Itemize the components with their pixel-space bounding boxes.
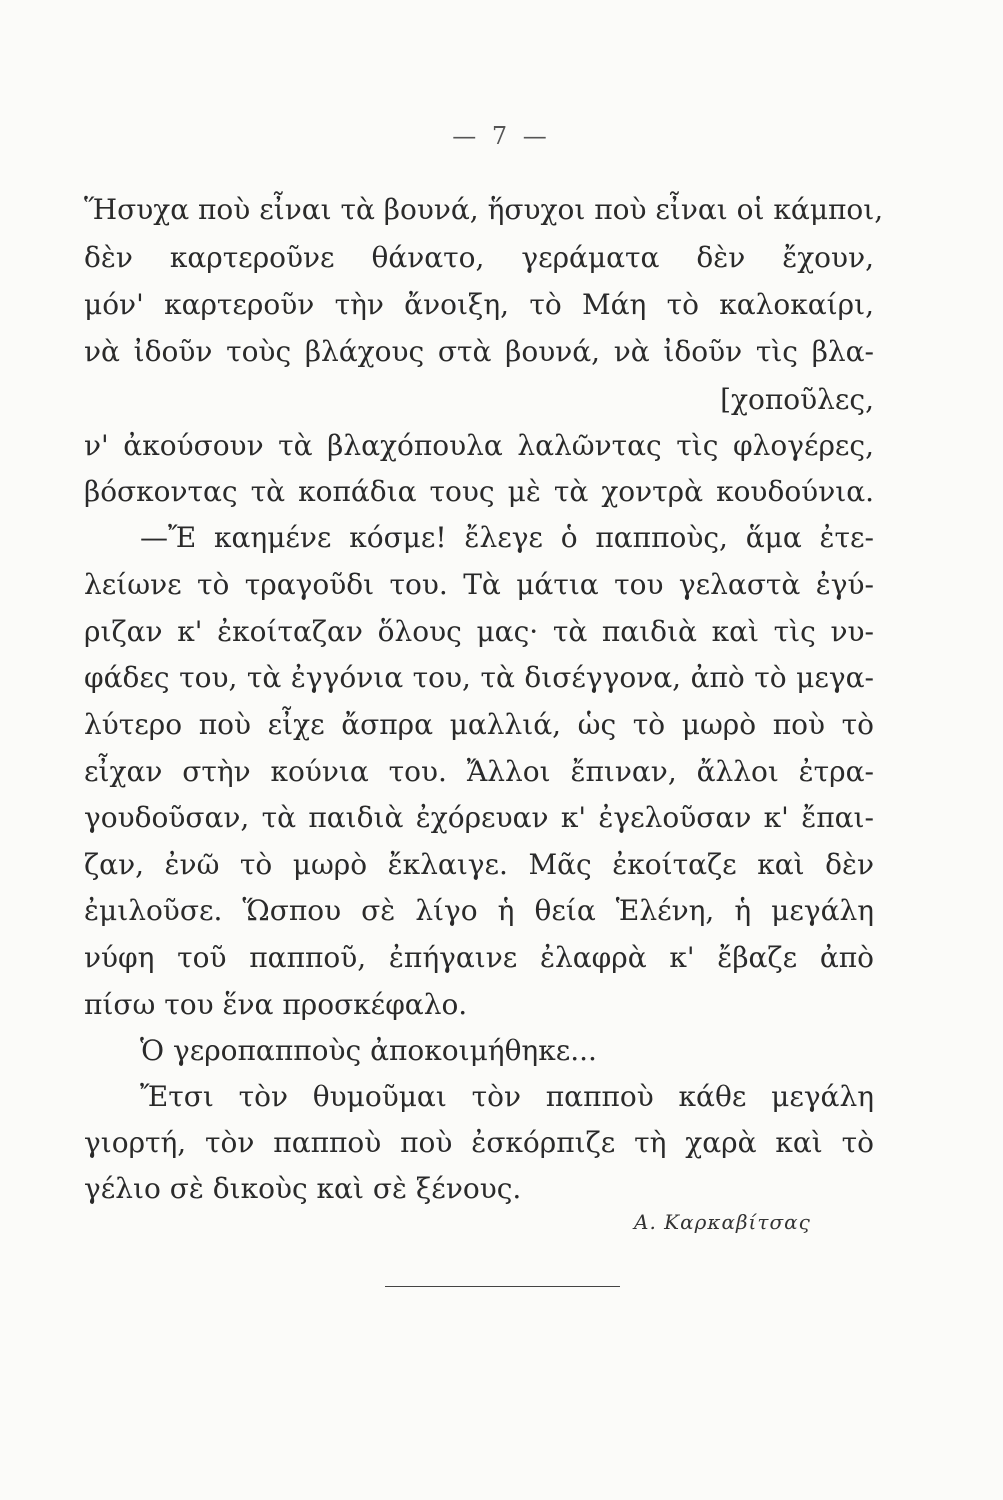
prose-line: λύτερο ποὺ εἶχε ἄσπρα μαλλιά, ὡς τὸ μωρὸ ποὺ τὸ [84,708,874,741]
prose-line: νύφη τοῦ παπποῦ, ἐπήγαινε ἐλαφρὰ κ' ἔβαζε ἀπὸ [84,941,874,974]
prose-line: ριζαν κ' ἐκοίταζαν ὅλους μας· τὰ παιδιὰ καὶ τὶς νυ- [84,615,874,648]
poem-line: νὰ ἰδοῦν τοὺς βλάχους στὰ βουνά, νὰ ἰδοῦν τὶς βλα- [84,335,874,368]
end-divider [385,1286,620,1287]
author-signature: Α. Καρκαβίτσας [634,1210,811,1234]
prose-line: Ἔτσι τὸν θυμοῦμαι τὸν παπποὺ κάθε μεγάλη [140,1080,874,1113]
prose-line: γουδοῦσαν, τὰ παιδιὰ ἐχόρευαν κ' ἐγελοῦσαν κ' ἔπαι- [84,801,874,834]
poem-line: βόσκοντας τὰ κοπάδια τους μὲ τὰ χοντρὰ κουδούνια. [84,475,874,508]
prose-line: φάδες του, τὰ ἐγγόνια του, τὰ δισέγγονα, ἀπὸ τὸ μεγα- [84,661,874,694]
poem-line-continuation: [χοποῦλες, [720,383,874,416]
prose-line: εἶχαν στὴν κούνια του. Ἄλλοι ἔπιναν, ἄλλοι ἐτρα- [84,755,874,788]
prose-line: λείωνε τὸ τραγοῦδι του. Τὰ μάτια του γελαστὰ ἐγύ- [84,568,874,601]
poem-line: δὲν καρτεροῦνε θάνατο, γεράματα δὲν ἔχουν, [84,241,874,274]
prose-line: ἐμιλοῦσε. Ὥσπου σὲ λίγο ἡ θεία Ἑλένη, ἡ μεγάλη [84,894,874,927]
prose-line: γιορτή, τὸν παπποὺ ποὺ ἐσκόρπιζε τὴ χαρὰ καὶ τὸ [84,1126,874,1159]
prose-line: ζαν, ἐνῶ τὸ μωρὸ ἔκλαιγε. Μᾶς ἐκοίταζε καὶ δὲν [84,848,874,881]
prose-line: —Ἔ καημένε κόσμε! ἔλεγε ὁ παπποὺς, ἅμα ἐτε- [140,521,874,554]
poem-line: Ἥσυχα ποὺ εἶναι τὰ βουνά, ἥσυχοι ποὺ εἶναι οἱ κάμποι, [84,193,884,226]
prose-line: γέλιο σὲ δικοὺς καὶ σὲ ξένους. [84,1172,522,1205]
poem-line: ν' ἀκούσουν τὰ βλαχόπουλα λαλῶντας τὶς φλογέρες, [84,429,874,462]
prose-line: πίσω του ἕνα προσκέφαλο. [84,988,468,1021]
prose-line: Ὁ γεροπαπποὺς ἀποκοιμήθηκε... [140,1034,597,1067]
poem-line: μόν' καρτεροῦν τὴν ἄνοιξη, τὸ Μάη τὸ καλοκαίρι, [84,288,874,321]
page-number: — 7 — [452,122,551,150]
